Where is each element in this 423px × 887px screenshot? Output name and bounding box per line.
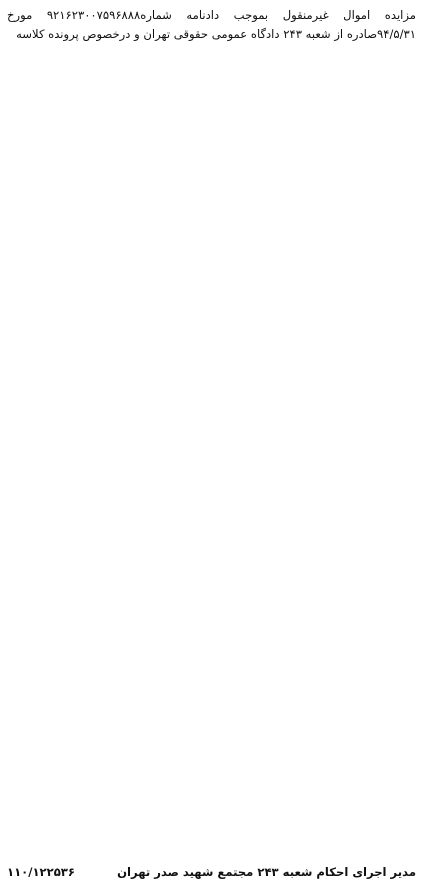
notice-signature: مدیر اجرای احکام شعبه ۲۴۳ مجتمع شهید صدر تهران: [117, 865, 416, 879]
notice-footer: [7, 862, 416, 879]
notice-code: ۱۱۰/۱۲۲۵۳۶: [7, 865, 75, 879]
notice-body-text: [7, 45, 416, 858]
notice-lead-text: مزایده اموال غیرمنقول بموجب دادنامه شماره۹۲۱۶۲۳۰۰۷۵۹۶۸۸۸ مورخ ۹۴/۵/۳۱صادره از شعبه ۲۴۳ دادگاه عمومی حقوقی تهران و درخصوص پرونده کلاسه: [7, 8, 416, 41]
